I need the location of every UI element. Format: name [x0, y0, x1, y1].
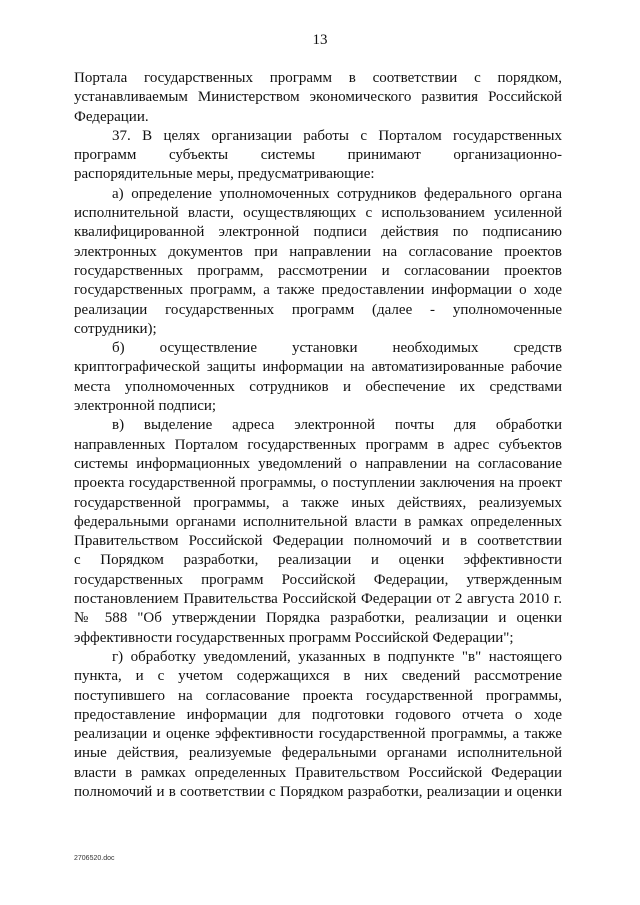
text-line: эффективности государственных программ Российской Федерации"; — [74, 629, 514, 646]
text-line: 37. В целях организации работы с Порталом государственных — [112, 127, 562, 144]
text-line: государственной программы, а также иных действиях, реализуемых — [74, 494, 562, 511]
text-line: а) определение уполномоченных сотрудников федерального органа — [112, 185, 562, 202]
text-line: сотрудники); — [74, 320, 157, 337]
text-line: квалифицированной электронной подписи действия по подписанию — [74, 224, 562, 241]
text-line: федеральными органами исполнительной власти в рамках определенных — [74, 513, 562, 530]
text-line: государственных программ, а также предоставлении информации о ходе — [74, 282, 562, 299]
text-line: государственных программ Российской Федерации, утвержденным — [74, 571, 562, 588]
text-line: предоставление информации для подготовки годового отчета о ходе — [74, 706, 562, 723]
text-line: реализации государственных программ (далее - уполномоченные — [74, 301, 562, 318]
text-line: полномочий и в соответствии с Порядком разработки, реализации и оценки — [74, 783, 562, 800]
text-line: поступившего на согласование проекта государственной программы, — [74, 687, 562, 704]
page-number: 13 — [312, 32, 328, 48]
text-line: б) осуществление установки необходимых средств — [112, 340, 562, 357]
text-line: криптографической защиты информации на автоматизированные рабочие — [74, 359, 562, 376]
text-line: программ субъекты системы принимают организационно- — [74, 147, 562, 164]
text-line: Федерации. — [74, 108, 149, 125]
text-line: Правительством Российской Федерации полномочий и в соответствии — [74, 533, 562, 550]
text-line: власти в рамках определенных Правительством Российской Федерации — [74, 764, 562, 781]
text-line: в) выделение адреса электронной почты для обработки — [112, 417, 562, 434]
text-line: места уполномоченных сотрудников и обеспечение их средствами — [74, 378, 562, 395]
text-line: государственных программ, рассмотрении и согласовании проектов — [74, 262, 562, 279]
document-body — [74, 69, 562, 802]
text-line: г) обработку уведомлений, указанных в подпункте "в" настоящего — [112, 648, 562, 665]
text-line: постановлением Правительства Российской Федерации от 2 августа 2010 г. — [74, 591, 562, 608]
text-line: проекта государственной программы, о поступлении заключения на проект — [74, 475, 562, 492]
text-line: направленных Порталом государственных программ в адрес субъектов — [74, 436, 562, 453]
text-line: с Порядком разработки, реализации и оценки эффективности — [74, 552, 562, 569]
text-line: № 588 "Об утверждении Порядка разработки, реализации и оценки — [74, 610, 562, 627]
text-line: системы информационных уведомлений о направлении на согласование — [74, 455, 562, 472]
text-line: устанавливаемым Министерством экономического развития Российской — [74, 89, 562, 106]
text-line: реализации и оценке эффективности государственной программы, а также — [74, 726, 562, 743]
text-line: электронных документов при направлении на согласование проектов — [74, 243, 562, 260]
text-line: иные действия, реализуемые федеральными органами исполнительной — [74, 745, 562, 762]
text-line: пункта, и с учетом содержащихся в них сведений рассмотрение — [74, 668, 562, 685]
text-line: электронной подписи; — [74, 398, 217, 415]
text-line: исполнительной власти, осуществляющих с использованием усиленной — [74, 205, 562, 222]
text-line: Портала государственных программ в соответствии с порядком, — [74, 70, 562, 86]
text-line: распорядительные меры, предусматривающие: — [74, 166, 375, 183]
footer-filename: 2706520.doc — [74, 855, 115, 862]
